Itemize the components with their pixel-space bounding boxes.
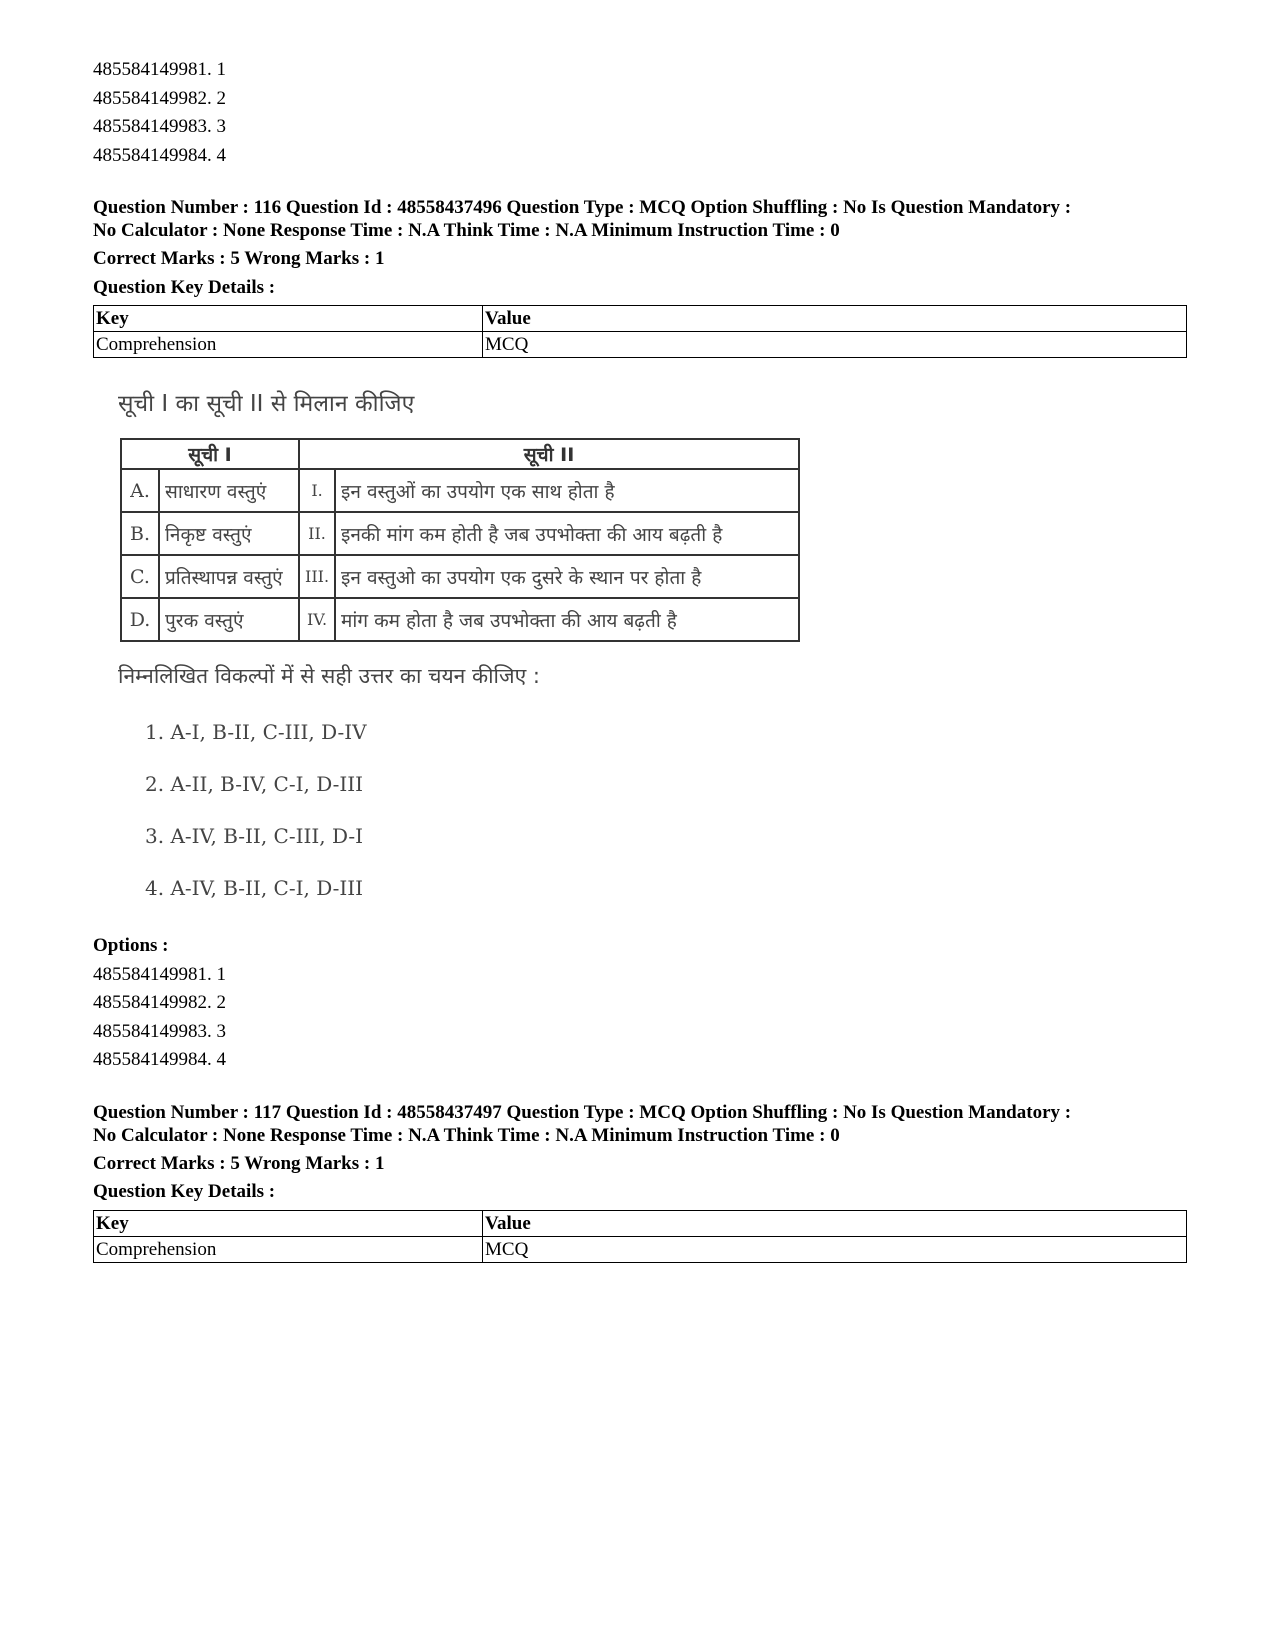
answer-choice: 1. A-I, B-II, C-III, D-IV bbox=[145, 720, 367, 744]
row-item: प्रतिस्थापन्न वस्तुएं bbox=[159, 555, 299, 598]
previous-options-list bbox=[93, 56, 1183, 170]
row-letter: C. bbox=[121, 555, 159, 598]
question-key-details-label: Question Key Details : bbox=[93, 276, 276, 298]
question-meta-line2: No Calculator : None Response Time : N.A Think Time : N.A Minimum Instruction Time : 0 bbox=[93, 220, 840, 241]
value-header: Value bbox=[483, 306, 1187, 332]
key-table-header-row bbox=[94, 306, 1187, 332]
answer-choice: 3. A-IV, B-II, C-III, D-I bbox=[145, 824, 364, 848]
options-list bbox=[93, 961, 1183, 1075]
key-table-row bbox=[94, 1236, 1187, 1262]
match-table-header-row bbox=[121, 439, 799, 469]
question-key-details-label: Question Key Details : bbox=[93, 1181, 276, 1202]
question-117 bbox=[93, 1101, 1183, 1263]
value-cell: MCQ bbox=[483, 1236, 1187, 1262]
key-header: Key bbox=[94, 306, 483, 332]
option-item: 485584149982. 2 bbox=[93, 992, 226, 1013]
row-roman: IV. bbox=[299, 598, 335, 641]
question-116 bbox=[93, 196, 1183, 1075]
key-cell: Comprehension bbox=[94, 332, 483, 358]
row-item: साधारण वस्तुएं bbox=[159, 469, 299, 512]
question-meta-line2: No Calculator : None Response Time : N.A Think Time : N.A Minimum Instruction Time : 0 bbox=[93, 1124, 840, 1146]
key-table-row bbox=[94, 332, 1187, 358]
question-meta-line1: Question Number : 116 Question Id : 48558437496 Question Type : MCQ Option Shuffling : No Is Question Mandatory : bbox=[93, 197, 1072, 218]
option-item: 485584149982. 2 bbox=[93, 87, 226, 109]
answer-choice: 2. A-II, B-IV, C-I, D-III bbox=[145, 772, 364, 796]
option-item: 485584149983. 3 bbox=[93, 116, 226, 137]
question-marks: Correct Marks : 5 Wrong Marks : 1 bbox=[93, 1152, 385, 1174]
key-cell: Comprehension bbox=[94, 1236, 483, 1262]
list2-header: सूची II bbox=[299, 439, 799, 469]
row-description: इन वस्तुओं का उपयोग एक साथ होता है bbox=[335, 469, 799, 512]
value-cell: MCQ bbox=[483, 332, 1187, 358]
document-page bbox=[93, 56, 1183, 1263]
row-letter: B. bbox=[121, 512, 159, 555]
question-title: सूची I का सूची II से मिलान कीजिए bbox=[118, 391, 415, 417]
match-table-row bbox=[121, 469, 799, 512]
option-item: 485584149983. 3 bbox=[93, 1020, 226, 1042]
option-item: 485584149984. 4 bbox=[93, 144, 226, 166]
options-label: Options : bbox=[93, 935, 169, 956]
option-item: 485584149984. 4 bbox=[93, 1049, 226, 1070]
row-roman: I. bbox=[299, 469, 335, 512]
row-item: निकृष्ट वस्तुएं bbox=[159, 512, 299, 555]
value-header: Value bbox=[483, 1210, 1187, 1236]
match-table-row bbox=[121, 555, 799, 598]
row-item: पुरक वस्तुएं bbox=[159, 598, 299, 641]
row-description: मांग कम होता है जब उपभोक्ता की आय बढ़ती है bbox=[335, 598, 799, 641]
row-letter: A. bbox=[121, 469, 159, 512]
question-image bbox=[93, 372, 813, 932]
question-instruction: निम्नलिखित विकल्पों में से सही उत्तर का चयन कीजिए : bbox=[118, 664, 540, 688]
row-letter: D. bbox=[121, 598, 159, 641]
question-key-table bbox=[93, 305, 1187, 358]
row-roman: II. bbox=[299, 512, 335, 555]
match-table-row bbox=[121, 512, 799, 555]
row-roman: III. bbox=[299, 555, 335, 598]
question-meta-line1: Question Number : 117 Question Id : 48558437497 Question Type : MCQ Option Shuffling : No Is Question Mandatory : bbox=[93, 1101, 1072, 1123]
question-key-table bbox=[93, 1210, 1187, 1263]
answer-choice: 4. A-IV, B-II, C-I, D-III bbox=[145, 876, 364, 900]
list1-header: सूची I bbox=[121, 439, 299, 469]
option-item: 485584149981. 1 bbox=[93, 963, 226, 985]
row-description: इनकी मांग कम होती है जब उपभोक्ता की आय बढ़ती है bbox=[335, 512, 799, 555]
row-description: इन वस्तुओ का उपयोग एक दुसरे के स्थान पर होता है bbox=[335, 555, 799, 598]
key-table-header-row bbox=[94, 1210, 1187, 1236]
match-table bbox=[120, 438, 800, 642]
match-table-row bbox=[121, 598, 799, 641]
question-marks: Correct Marks : 5 Wrong Marks : 1 bbox=[93, 248, 385, 269]
option-item: 485584149981. 1 bbox=[93, 59, 226, 80]
key-header: Key bbox=[94, 1210, 483, 1236]
